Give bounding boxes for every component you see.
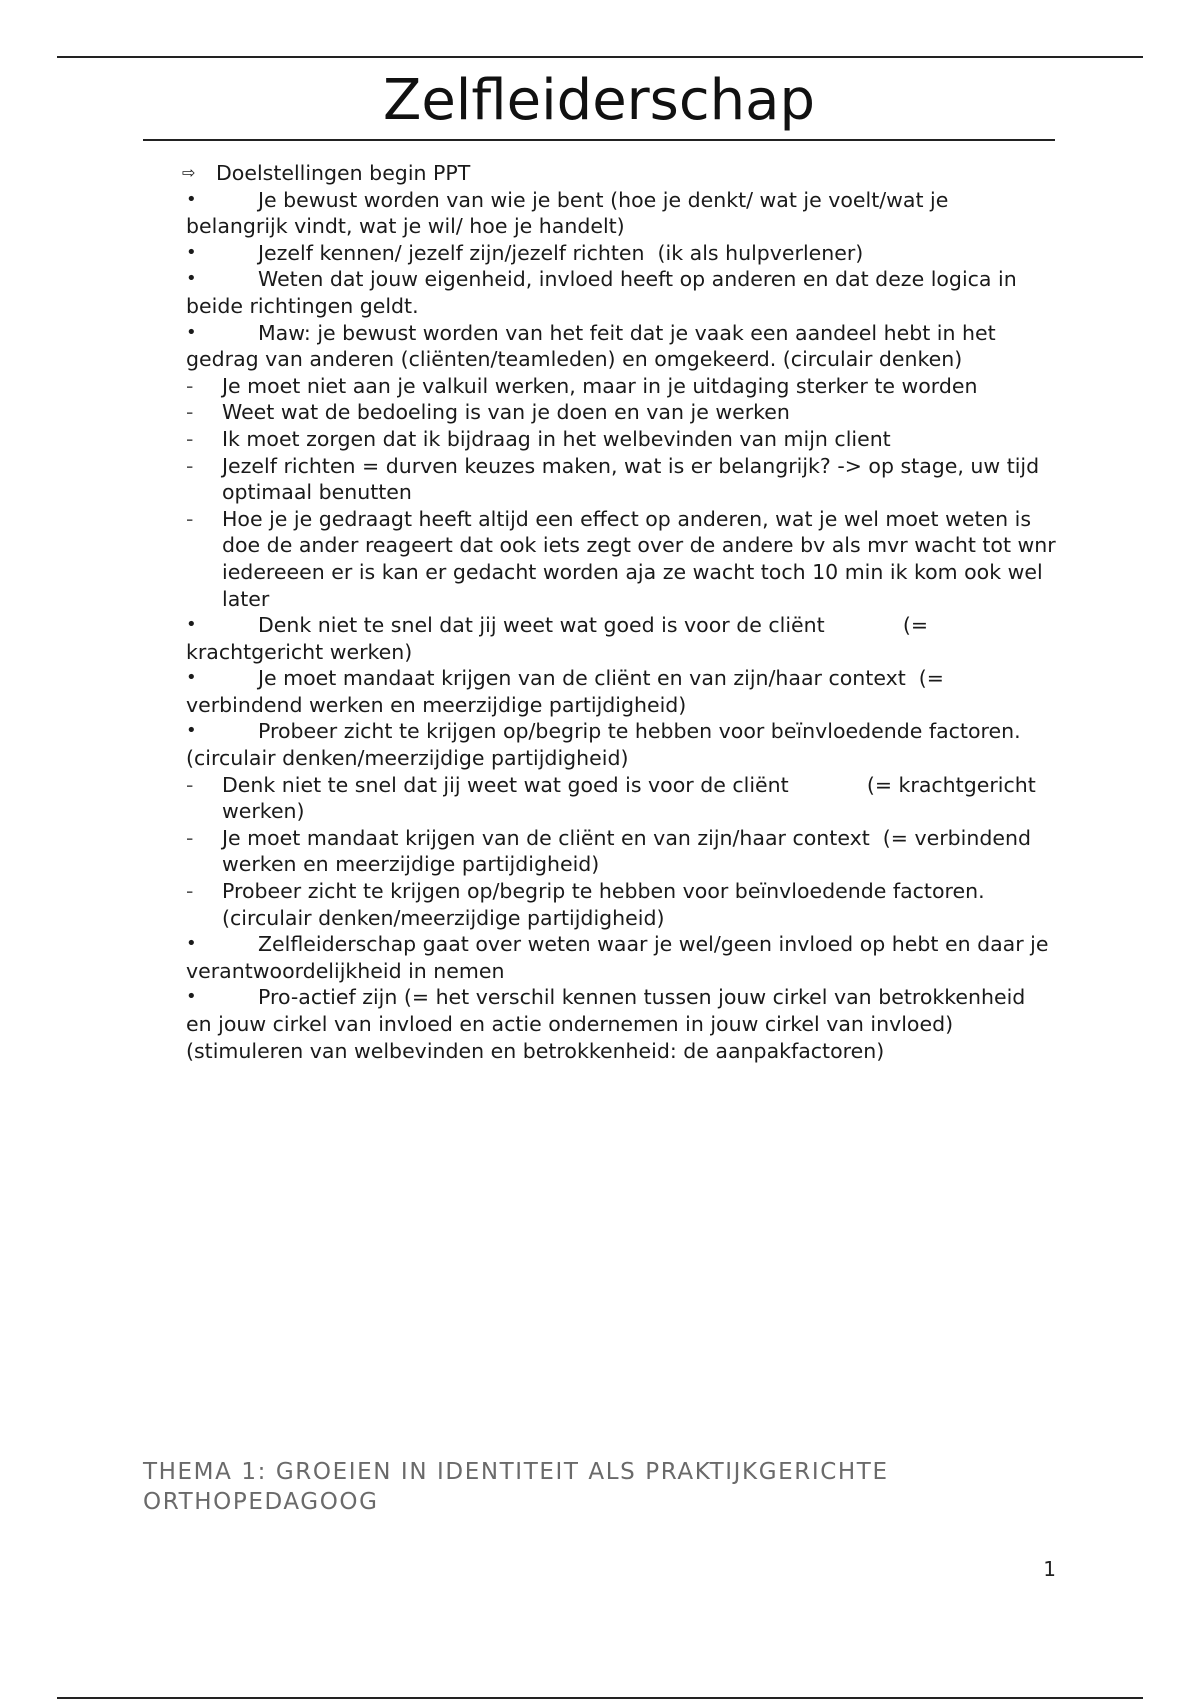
document-body xyxy=(182,160,1063,1064)
bullet-marker: • xyxy=(186,614,197,636)
item-text: Je moet niet aan je valkuil werken, maar in je uitdaging sterker te worden xyxy=(222,373,978,398)
item-text: Hoe je je gedraagt heeft altijd een effect op anderen, wat je wel moet weten is doe de ander reageert dat ook iets zegt over de andere bv als mvr wacht tot wnr iedereeen er is kan er gedacht worden aja ze wacht toch 10 min ik kom ook wel later xyxy=(222,506,1063,611)
item-text: Denk niet te snel dat jij weet wat goed is voor de cliënt (= krachtgericht werken) xyxy=(222,772,1043,824)
bullet-item xyxy=(186,718,1056,771)
bullet-item xyxy=(186,931,1056,984)
title-underline xyxy=(143,139,1055,141)
bullet-item xyxy=(186,984,1056,1064)
bullet-item xyxy=(186,320,1056,373)
item-text: Denk niet te snel dat jij weet wat goed is voor de cliënt (= krachtgericht werken) xyxy=(186,613,935,664)
bullet-marker: • xyxy=(186,986,197,1008)
dash-marker: - xyxy=(186,373,194,398)
page-bottom-rule xyxy=(57,1697,1143,1699)
item-text: Maw: je bewust worden van het feit dat je vaak een aandeel hebt in het gedrag van anderen (cliënten/teamleden) en omgekeerd. (circulair denken) xyxy=(186,320,1003,372)
page-number: 1 xyxy=(1043,1557,1056,1581)
footer-theme: THEMA 1: GROEIEN IN IDENTITEIT ALS PRAKTIJKGERICHTE ORTHOPEDAGOOG xyxy=(143,1459,889,1515)
lead-item xyxy=(182,160,1056,187)
dash-item xyxy=(186,373,1056,400)
dash-item xyxy=(186,825,1056,878)
dash-item xyxy=(186,878,1056,931)
dash-marker: - xyxy=(186,426,194,451)
dash-marker: - xyxy=(186,879,194,904)
bullet-marker: • xyxy=(186,667,197,689)
arrow-right-icon: ⇨ xyxy=(182,163,196,182)
bullet-item xyxy=(186,266,1056,319)
lead-text: Doelstellingen begin PPT xyxy=(216,161,471,185)
dash-item xyxy=(186,399,1056,426)
dash-item xyxy=(186,506,1063,612)
dash-marker: - xyxy=(186,506,194,531)
bullet-marker: • xyxy=(186,268,197,290)
dash-item xyxy=(186,426,1056,453)
page-top-rule xyxy=(57,56,1143,58)
item-text: Jezelf kennen/ jezelf zijn/jezelf richten (ik als hulpverlener) xyxy=(258,240,864,265)
dash-item xyxy=(186,772,1056,825)
bullet-item xyxy=(186,665,1056,718)
bullet-marker: • xyxy=(186,241,197,263)
page-title: Zelfleiderschap xyxy=(382,68,815,133)
dash-marker: - xyxy=(186,453,194,478)
item-text: Probeer zicht te krijgen op/begrip te hebben voor beïnvloedende factoren.(circulair denken/meerzijdige partijdigheid) xyxy=(186,719,1021,771)
dash-marker: - xyxy=(186,825,194,850)
item-text: Je moet mandaat krijgen van de cliënt en van zijn/haar context (= verbindend werken en meerzijdige partijdigheid) xyxy=(186,666,951,717)
bullet-item xyxy=(186,240,1056,267)
item-text: Pro-actief zijn (= het verschil kennen tussen jouw cirkel van betrokkenheid en jouw cirkel van invloed en actie ondernemen in jouw cirkel van invloed) (stimuleren van welbevinden en betrokkenheid: de aanpakfactoren) xyxy=(186,985,1032,1063)
bullet-item xyxy=(186,612,1056,665)
item-text: Probeer zicht te krijgen op/begrip te hebben voor beïnvloedende factoren.(circulair denken/meerzijdige partijdigheid) xyxy=(222,879,985,930)
bullet-marker: • xyxy=(186,720,197,742)
item-text: Zelfleiderschap gaat over weten waar je wel/geen invloed op hebt en daar je verantwoordelijkheid in nemen xyxy=(186,932,1055,983)
item-text: Jezelf richten = durven keuzes maken, wat is er belangrijk? -> op stage, uw tijd optimaal benutten xyxy=(222,453,1046,505)
bullet-marker: • xyxy=(186,933,197,955)
item-text: Weet wat de bedoeling is van je doen en van je werken xyxy=(222,400,790,425)
bullet-marker: • xyxy=(186,321,197,343)
item-text: Je moet mandaat krijgen van de cliënt en van zijn/haar context (= verbindend werken en meerzijdige partijdigheid) xyxy=(222,825,1038,877)
item-text: Ik moet zorgen dat ik bijdraag in het welbevinden van mijn client xyxy=(222,426,891,451)
item-text: Weten dat jouw eigenheid, invloed heeft op anderen en dat deze logica in beide richtingen geldt. xyxy=(186,267,1024,318)
dash-marker: - xyxy=(186,772,194,797)
bullet-marker: • xyxy=(186,188,197,210)
note-list xyxy=(186,187,1063,1065)
bullet-item xyxy=(186,187,1056,240)
dash-item xyxy=(186,453,1056,506)
dash-marker: - xyxy=(186,400,194,425)
item-text: Je bewust worden van wie je bent (hoe je denkt/ wat je voelt/wat je belangrijk vindt, wat je wil/ hoe je handelt) xyxy=(186,187,955,239)
